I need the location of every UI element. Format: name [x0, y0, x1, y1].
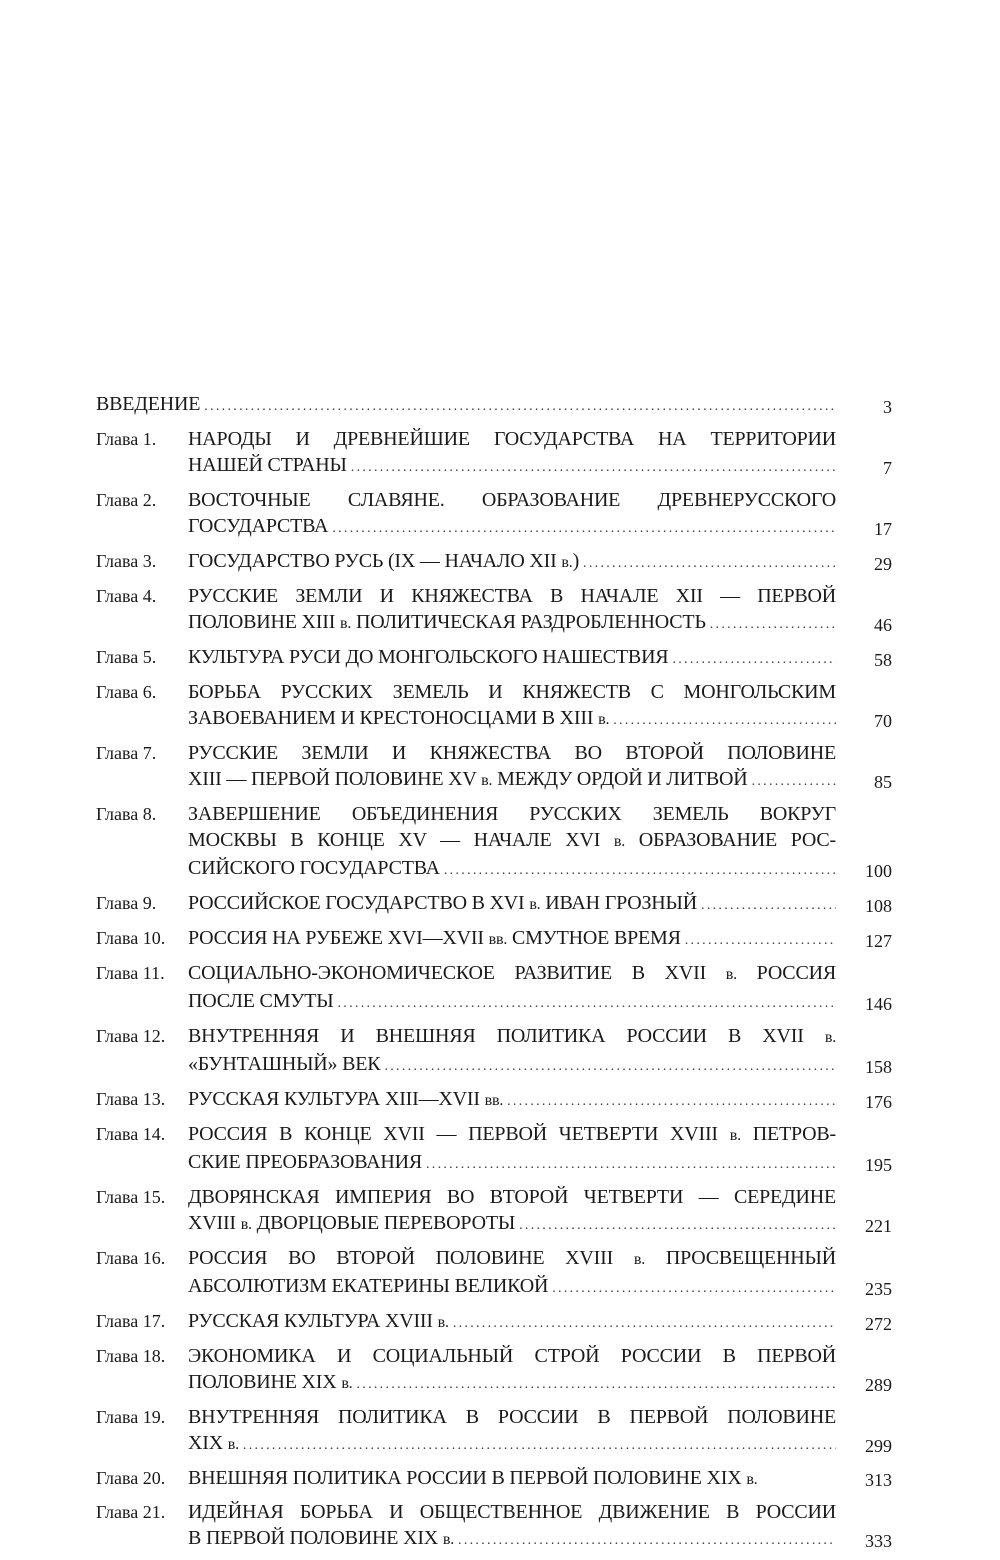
chapter-label: Глава 8. — [96, 804, 157, 824]
page-number: 127 — [865, 931, 892, 951]
title-text — [188, 1149, 422, 1175]
table-of-contents — [96, 391, 892, 1560]
century-abbrev: вв. — [484, 1092, 504, 1109]
page-number: 29 — [874, 554, 892, 574]
title-tail: СМУТНОЕ ВРЕМЯ — [511, 927, 681, 949]
title-last-line — [188, 1369, 836, 1398]
chapter-label: Глава 11. — [96, 963, 165, 983]
title-line: ВНУТРЕННЯЯ И ВНЕШНЯЯ ПОЛИТИКА РОССИИ В XVII в. — [188, 1025, 836, 1047]
title-last-line — [188, 890, 836, 919]
page-number: 108 — [865, 896, 892, 916]
toc-entry — [96, 1404, 892, 1459]
title-line: БОРЬБА РУССКИХ ЗЕМЕЛЬ И КНЯЖЕСТВ С МОНГОЛЬСКИМ — [188, 681, 836, 703]
toc-entry — [96, 644, 892, 673]
title-last-line — [188, 644, 836, 673]
dot-leader — [613, 708, 836, 734]
century-abbrev: в. — [481, 772, 493, 789]
title-text — [188, 609, 706, 637]
title-main: ПОЛОВИНЕ XIII — [188, 611, 336, 633]
title-main: ВНЕШНЯЯ ПОЛИТИКА РОССИИ В ПЕРВОЙ ПОЛОВИНЕ XIX — [188, 1467, 742, 1489]
dot-leader — [507, 1089, 836, 1115]
chapter-label: Глава 12. — [96, 1026, 166, 1046]
title-main: РУССКАЯ КУЛЬТУРА XVIII — [188, 1310, 433, 1332]
title-text — [188, 548, 579, 576]
chapter-title — [188, 548, 836, 577]
dot-leader — [332, 516, 836, 542]
title-text — [188, 855, 440, 881]
title-main: ЗАВОЕВАНИЕМ И КРЕСТОНОСЦАМИ В XIII — [188, 707, 594, 729]
title-main: XIII — ПЕРВОЙ ПОЛОВИНЕ XV — [188, 768, 477, 790]
chapter-label: Глава 5. — [96, 647, 157, 667]
title-main: РУССКАЯ КУЛЬТУРА XIII—XVII — [188, 1088, 480, 1110]
title-text — [188, 988, 334, 1014]
title-line: ЭКОНОМИКА И СОЦИАЛЬНЫЙ СТРОЙ РОССИИ В ПЕРВОЙ — [188, 1345, 836, 1367]
title-tail: МЕЖДУ ОРДОЙ И ЛИТВОЙ — [497, 768, 748, 790]
century-abbrev: в. — [529, 896, 541, 913]
title-last-line — [188, 925, 836, 954]
title-line: ИДЕЙНАЯ БОРЬБА И ОБЩЕСТВЕННОЕ ДВИЖЕНИЕ В РОССИИ — [188, 1501, 836, 1523]
toc-entry — [96, 1465, 892, 1493]
title-text — [188, 1430, 239, 1458]
chapter-label: Глава 18. — [96, 1346, 166, 1366]
chapter-title — [188, 1184, 836, 1239]
title-main: СКИЕ ПРЕОБРАЗОВАНИЯ — [188, 1151, 422, 1173]
page-number: 221 — [865, 1216, 892, 1236]
century-abbrev: в. — [339, 615, 352, 632]
title-last-line — [188, 855, 836, 884]
toc-entry — [96, 1245, 892, 1302]
chapter-label: Глава 1. — [96, 429, 157, 449]
title-last-line — [188, 1465, 836, 1493]
dot-leader — [243, 1433, 836, 1459]
title-line: ВОСТОЧНЫЕ СЛАВЯНЕ. ОБРАЗОВАНИЕ ДРЕВНЕРУССКОГО — [188, 489, 836, 511]
title-last-line — [188, 1149, 836, 1178]
chapter-title — [188, 1121, 836, 1178]
intro-title: ВВЕДЕНИЕ — [96, 393, 201, 415]
dot-leader — [351, 455, 836, 481]
title-main: ГОСУДАРСТВО РУСЬ (IX — НАЧАЛО XII — [188, 550, 557, 572]
title-main: XVIII — [188, 1212, 236, 1234]
title-line: НАРОДЫ И ДРЕВНЕЙШИЕ ГОСУДАРСТВА НА ТЕРРИТОРИИ — [188, 428, 836, 450]
title-tail: ДВОРЦОВЫЕ ПЕРЕВОРОТЫ — [256, 1212, 516, 1234]
title-main: СИЙСКОГО ГОСУДАРСТВА — [188, 857, 440, 879]
chapter-label: Глава 21. — [96, 1502, 166, 1522]
title-last-line — [188, 1525, 836, 1554]
dot-leader — [384, 1054, 836, 1080]
chapter-title — [188, 1499, 836, 1554]
dot-leader — [356, 1372, 836, 1398]
title-tail: ПОЛИТИЧЕСКАЯ РАЗДРОБЛЕННОСТЬ — [355, 611, 706, 633]
title-main: РОССИЙСКОЕ ГОСУДАРСТВО В XVI — [188, 892, 525, 914]
chapter-label: Глава 19. — [96, 1407, 166, 1427]
toc-entry — [96, 679, 892, 734]
chapter-title — [188, 1086, 836, 1115]
title-last-line — [188, 1210, 836, 1239]
title-line: ДВОРЯНСКАЯ ИМПЕРИЯ ВО ВТОРОЙ ЧЕТВЕРТИ — СЕРЕДИНЕ — [188, 1186, 836, 1208]
title-text — [188, 1525, 454, 1553]
chapter-label: Глава 14. — [96, 1124, 166, 1144]
title-text — [188, 513, 328, 539]
chapter-title — [188, 1343, 836, 1398]
chapter-title — [188, 1404, 836, 1459]
page-number: 272 — [865, 1314, 892, 1334]
page-number: 17 — [874, 519, 892, 539]
page-number: 58 — [874, 650, 892, 670]
toc-entry — [96, 890, 892, 919]
chapter-title — [188, 679, 836, 734]
dot-leader — [552, 1276, 836, 1302]
title-line: ЗАВЕРШЕНИЕ ОБЪЕДИНЕНИЯ РУССКИХ ЗЕМЕЛЬ ВОКРУГ — [188, 803, 836, 825]
page-number: 7 — [883, 458, 892, 478]
toc-entry — [96, 1343, 892, 1398]
dot-leader — [672, 647, 836, 673]
toc-entry — [96, 426, 892, 481]
toc-entry — [96, 1499, 892, 1554]
title-text — [188, 1051, 380, 1077]
title-text — [188, 1273, 548, 1299]
chapter-title — [188, 426, 836, 481]
title-main: КУЛЬТУРА РУСИ ДО МОНГОЛЬСКОГО НАШЕСТВИЯ — [188, 646, 669, 668]
dot-leader — [453, 1311, 836, 1337]
title-last-line — [188, 513, 836, 542]
title-text — [188, 705, 609, 733]
page-number: 235 — [865, 1279, 892, 1299]
page-number: 70 — [874, 711, 892, 731]
title-line: СОЦИАЛЬНО-ЭКОНОМИЧЕСКОЕ РАЗВИТИЕ В XVII в. РОССИЯ — [188, 962, 836, 984]
century-abbrev: в. — [561, 554, 573, 571]
dot-leader — [752, 769, 836, 795]
toc-entry — [96, 740, 892, 795]
chapter-title — [188, 960, 836, 1017]
dot-leader — [338, 991, 837, 1017]
title-text — [188, 1369, 352, 1397]
title-main: РОССИЯ НА РУБЕЖЕ XVI—XVII — [188, 927, 484, 949]
chapter-title — [188, 644, 836, 673]
title-last-line — [188, 1051, 836, 1080]
page-number: 158 — [865, 1057, 892, 1077]
title-main: ГОСУДАРСТВА — [188, 515, 329, 537]
century-abbrev: в. — [442, 1531, 455, 1548]
title-text — [188, 890, 697, 918]
page-number: 333 — [865, 1531, 892, 1551]
toc-entry — [96, 960, 892, 1017]
dot-leader — [583, 551, 836, 577]
chapter-title — [188, 1245, 836, 1302]
chapter-title — [188, 925, 836, 954]
chapter-title — [188, 487, 836, 542]
dot-leader — [426, 1152, 836, 1178]
title-line: МОСКВЫ В КОНЦЕ XV — НАЧАЛЕ XVI в. ОБРАЗОВАНИЕ РОС- — [188, 829, 836, 851]
page-number: 195 — [865, 1155, 892, 1175]
chapter-title — [188, 801, 836, 884]
dot-leader — [701, 893, 836, 919]
page-number: 313 — [865, 1470, 892, 1490]
title-main: XIX — [188, 1432, 223, 1454]
page-number: 289 — [865, 1375, 892, 1395]
title-main: ПОСЛЕ СМУТЫ — [188, 990, 334, 1012]
toc-entry-intro — [96, 391, 892, 420]
dot-leader — [519, 1213, 836, 1239]
century-abbrev: в. — [746, 1471, 758, 1488]
chapter-label: Глава 9. — [96, 893, 157, 913]
title-last-line — [188, 1430, 836, 1459]
toc-entry — [96, 1121, 892, 1178]
title-main: НАШЕЙ СТРАНЫ — [188, 454, 347, 476]
toc-entry — [96, 801, 892, 884]
toc-entry — [96, 1023, 892, 1080]
toc-entry — [96, 583, 892, 638]
title-last-line — [188, 766, 836, 795]
chapter-title — [188, 583, 836, 638]
title-line: РОССИЯ В КОНЦЕ XVII — ПЕРВОЙ ЧЕТВЕРТИ XVIII в. ПЕТРОВ- — [188, 1123, 836, 1145]
chapter-label: Глава 16. — [96, 1248, 166, 1268]
title-text — [188, 925, 681, 953]
title-line: ВНУТРЕННЯЯ ПОЛИТИКА В РОССИИ В ПЕРВОЙ ПОЛОВИНЕ — [188, 1406, 836, 1428]
chapter-title — [188, 740, 836, 795]
chapter-label: Глава 10. — [96, 928, 166, 948]
century-abbrev: вв. — [488, 931, 508, 948]
title-last-line — [188, 1273, 836, 1302]
century-abbrev: в. — [598, 711, 610, 728]
toc-entry — [96, 925, 892, 954]
title-main: В ПЕРВОЙ ПОЛОВИНЕ XIX — [188, 1527, 439, 1549]
title-main: АБСОЛЮТИЗМ ЕКАТЕРИНЫ ВЕЛИКОЙ — [188, 1275, 549, 1297]
page-number: 46 — [874, 615, 892, 635]
chapter-label: Глава 20. — [96, 1468, 166, 1488]
page-number: 3 — [883, 397, 892, 417]
title-line: РУССКИЕ ЗЕМЛИ И КНЯЖЕСТВА ВО ВТОРОЙ ПОЛОВИНЕ — [188, 742, 836, 764]
chapter-title — [188, 1465, 836, 1493]
page-number: 146 — [865, 994, 892, 1014]
title-tail: ИВАН ГРОЗНЫЙ — [545, 892, 698, 914]
chapter-title — [96, 391, 836, 420]
title-text — [188, 766, 748, 794]
dot-leader — [444, 858, 836, 884]
chapter-label: Глава 13. — [96, 1089, 166, 1109]
chapter-label: Глава 15. — [96, 1187, 166, 1207]
title-last-line — [188, 452, 836, 481]
chapter-label: Глава 7. — [96, 743, 157, 763]
toc-entry — [96, 548, 892, 577]
title-last-line — [188, 1086, 836, 1115]
page-number: 299 — [865, 1436, 892, 1456]
title-text — [188, 1086, 503, 1114]
title-text — [188, 1308, 449, 1336]
title-text — [188, 1210, 515, 1238]
chapter-label: Глава 3. — [96, 551, 157, 571]
toc-entry — [96, 487, 892, 542]
toc-entry — [96, 1184, 892, 1239]
title-main: «БУНТАШНЫЙ» ВЕК — [188, 1053, 381, 1075]
toc-entry — [96, 1086, 892, 1115]
title-line: РОССИЯ ВО ВТОРОЙ ПОЛОВИНЕ XVIII в. ПРОСВЕЩЕННЫЙ — [188, 1247, 836, 1269]
title-text — [188, 1465, 757, 1493]
century-abbrev: в. — [341, 1375, 353, 1392]
title-last-line — [188, 548, 836, 577]
dot-leader — [710, 612, 836, 638]
title-line — [96, 391, 836, 420]
century-abbrev: в. — [240, 1216, 252, 1233]
title-text — [188, 644, 668, 670]
dot-leader — [204, 394, 836, 420]
chapter-label: Глава 2. — [96, 490, 157, 510]
chapter-title — [188, 890, 836, 919]
chapter-label: Глава 6. — [96, 682, 157, 702]
chapter-label: Глава 4. — [96, 586, 157, 606]
title-text — [188, 452, 347, 478]
title-last-line — [188, 705, 836, 734]
page-number: 176 — [865, 1092, 892, 1112]
page-number: 85 — [874, 772, 892, 792]
dot-leader — [685, 928, 836, 954]
chapter-list — [96, 426, 892, 1554]
century-abbrev: в. — [437, 1314, 449, 1331]
chapter-title — [188, 1308, 836, 1337]
title-last-line — [188, 988, 836, 1017]
title-main: ПОЛОВИНЕ XIX — [188, 1371, 337, 1393]
toc-entry — [96, 1308, 892, 1337]
title-tail: ) — [572, 550, 580, 572]
title-last-line — [188, 1308, 836, 1337]
page-number: 100 — [865, 861, 892, 881]
chapter-label: Глава 17. — [96, 1311, 166, 1331]
title-line: РУССКИЕ ЗЕМЛИ И КНЯЖЕСТВА В НАЧАЛЕ XII — ПЕРВОЙ — [188, 585, 836, 607]
century-abbrev: в. — [227, 1436, 239, 1453]
title-last-line — [188, 609, 836, 638]
chapter-title — [188, 1023, 836, 1080]
